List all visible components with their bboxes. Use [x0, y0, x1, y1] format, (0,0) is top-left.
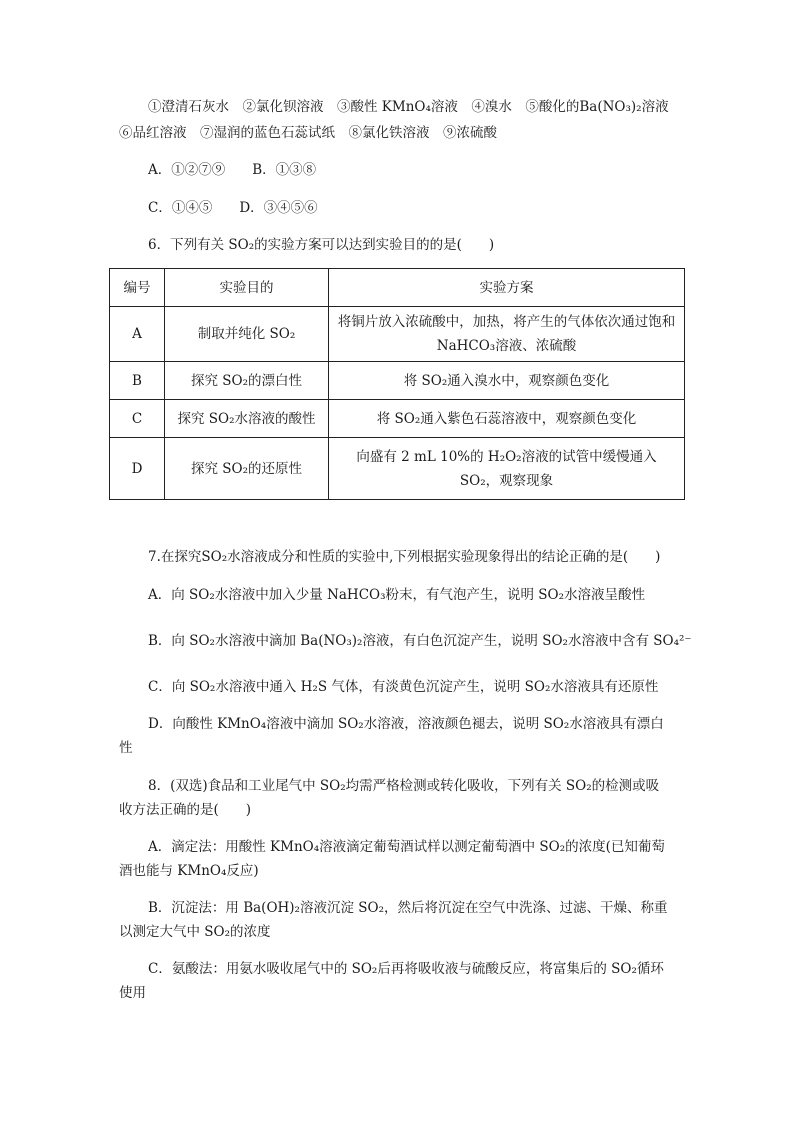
- q5-choice-ab: A．①②⑦⑨ B．①③⑧: [148, 162, 317, 178]
- q8-option-c-line1: C．氨酸法：用氨水吸收尾气中的 SO₂后再将吸收液与硫酸反应，将富集后的 SO₂循环: [148, 961, 664, 977]
- row-goal: 制取并纯化 SO₂: [165, 307, 329, 362]
- row-goal: 探究 SO₂的还原性: [165, 438, 329, 500]
- q5-choice-cd: C．①④⑤ D．③④⑤⑥: [148, 200, 318, 216]
- header-goal: 实验目的: [165, 269, 329, 307]
- row-id: A: [110, 307, 165, 362]
- q8-option-a-line1: A．滴定法：用酸性 KMnO₄溶液滴定葡萄酒试样以测定葡萄酒中 SO₂的浓度(已知葡萄: [148, 839, 665, 855]
- row-plan: 将 SO₂通入溴水中，观察颜色变化: [329, 362, 685, 400]
- q7-option-b: B．向 SO₂水溶液中滴加 Ba(NO₃)₂溶液，有白色沉淀产生，说明 SO₂水溶液中含有 SO₄²⁻: [148, 633, 692, 649]
- q7-stem: 7.在探究SO₂水溶液成分和性质的实验中,下列根据实验现象得出的结论正确的是( ): [148, 549, 661, 565]
- table-header-row: [110, 269, 685, 307]
- table-row: [110, 307, 685, 362]
- q7-option-a: A．向 SO₂水溶液中加入少量 NaHCO₃粉末，有气泡产生，说明 SO₂水溶液呈酸性: [148, 587, 646, 603]
- q8-option-a-line2: 酒也能与 KMnO₄反应): [119, 863, 259, 879]
- q6-stem: 6．下列有关 SO₂的实验方案可以达到实验目的的是( ): [148, 237, 495, 253]
- q7-option-c: C．向 SO₂水溶液中通入 H₂S 气体，有淡黄色沉淀产生，说明 SO₂水溶液具有还原性: [148, 679, 659, 695]
- table-row: [110, 362, 685, 400]
- q7-option-d-line1: D．向酸性 KMnO₄溶液中滴加 SO₂水溶液，溶液颜色褪去，说明 SO₂水溶液具有漂白: [148, 716, 664, 732]
- row-plan: 将铜片放入浓硫酸中，加热，将产生的气体依次通过饱和 NaHCO₃溶液、浓硫酸: [329, 307, 685, 362]
- header-plan: 实验方案: [329, 269, 685, 307]
- q6-table: [109, 268, 685, 500]
- header-id: 编号: [110, 269, 165, 307]
- row-id: C: [110, 400, 165, 438]
- row-plan: 将 SO₂通入紫色石蕊溶液中，观察颜色变化: [329, 400, 685, 438]
- q5-options-line1: ①澄清石灰水 ②氯化钡溶液 ③酸性 KMnO₄溶液 ④溴水 ⑤酸化的Ba(NO₃)₂溶液: [148, 99, 669, 115]
- row-plan: 向盛有 2 mL 10%的 H₂O₂溶液的试管中缓慢通入 SO₂，观察现象: [329, 438, 685, 500]
- q8-stem-line1: 8．(双选)食品和工业尾气中 SO₂均需严格检测或转化吸收，下列有关 SO₂的检测或吸: [148, 778, 660, 794]
- q5-options-line2: ⑥品红溶液 ⑦湿润的蓝色石蕊试纸 ⑧氯化铁溶液 ⑨浓硫酸: [119, 125, 497, 141]
- q8-option-b-line2: 以测定大气中 SO₂的浓度: [119, 924, 271, 940]
- row-id: B: [110, 362, 165, 400]
- q8-option-b-line1: B．沉淀法：用 Ba(OH)₂溶液沉淀 SO₂，然后将沉淀在空气中洗涤、过滤、干燥、称重: [148, 900, 668, 916]
- table-row: [110, 400, 685, 438]
- row-goal: 探究 SO₂的漂白性: [165, 362, 329, 400]
- row-goal: 探究 SO₂水溶液的酸性: [165, 400, 329, 438]
- q8-stem-line2: 收方法正确的是( ): [119, 802, 252, 818]
- q8-option-c-line2: 使用: [119, 985, 146, 1001]
- table-row: [110, 438, 685, 500]
- row-id: D: [110, 438, 165, 500]
- q7-option-d-line2: 性: [119, 740, 133, 756]
